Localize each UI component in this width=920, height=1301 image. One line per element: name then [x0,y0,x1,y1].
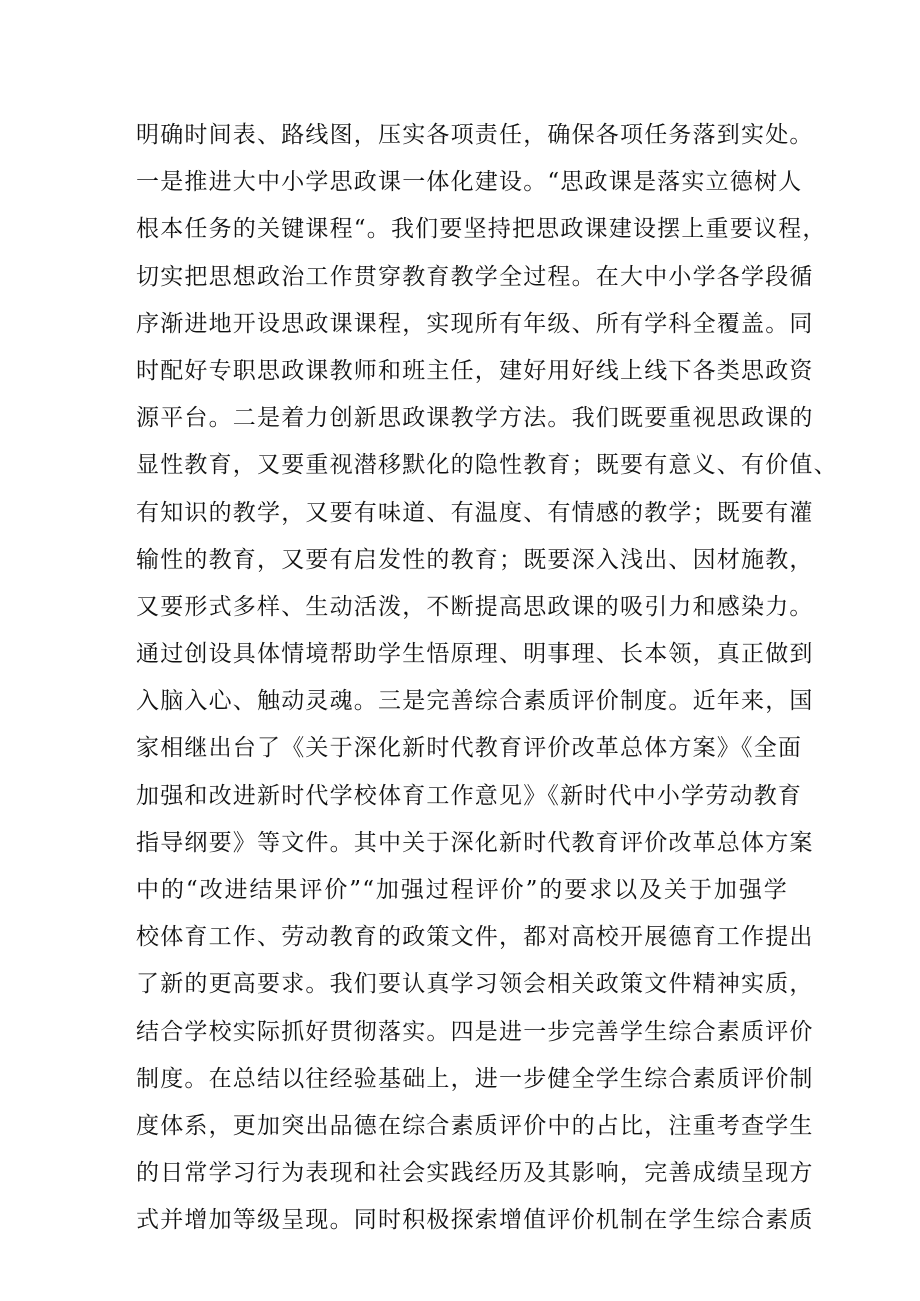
body-text [136,112,838,1245]
text-line: 制度。在总结以往经验基础上，进一步健全学生综合素质评价制 [136,1065,814,1092]
text-line: 指导纲要》等文件。其中关于深化新时代教育评价改革总体方案 [136,829,814,856]
text-line: 时配好专职思政课教师和班主任，建好用好线上线下各类思政资 [136,357,814,384]
text-line: 切实把思想政治工作贯穿教育教学全过程。在大中小学各学段循 [136,263,814,290]
text-line: 的日常学习行为表现和社会实践经历及其影响，完善成绩呈现方 [136,1160,814,1187]
text-line: 序渐进地开设思政课课程，实现所有年级、所有学科全覆盖。同 [136,310,814,337]
text-line: 度体系，更加突出品德在综合素质评价中的占比，注重考查学生 [136,1112,814,1139]
text-line: 又要形式多样、生动活泼，不断提高思政课的吸引力和感染力。 [136,593,814,620]
text-line: 输性的教育，又要有启发性的教育；既要深入浅出、因材施教， [136,546,814,573]
text-line: 入脑入心、触动灵魂。三是完善综合素质评价制度。近年来，国 [136,688,814,715]
text-line: 加强和改进新时代学校体育工作意见》《新时代中小学劳动教育 [136,782,803,809]
text-line: 校体育工作、劳动教育的政策文件，都对高校开展德育工作提出 [136,924,814,951]
text-line: 结合学校实际抓好贯彻落实。四是进一步完善学生综合素质评价 [136,1018,814,1045]
text-line: 式并增加等级呈现。同时积极探索增值评价机制在学生综合素质 [136,1207,814,1234]
text-line: 明确时间表、路线图，压实各项责任，确保各项任务落到实处。 [136,122,814,148]
text-line: 通过创设具体情境帮助学生悟原理、明事理、长本领，真正做到 [136,641,814,668]
text-line: 中的“改进结果评价”“加强过程评价”的要求以及关于加强学 [136,877,788,903]
text-line: 一是推进大中小学思政课一体化建设。“思政课是落实立德树人 [136,169,803,196]
text-line: 了新的更高要求。我们要认真学习领会相关政策文件精神实质， [136,971,814,998]
text-line: 源平台。二是着力创新思政课教学方法。我们既要重视思政课的 [136,405,814,432]
text-line: 根本任务的关键课程“。我们要坚持把思政课建设摆上重要议程， [136,216,827,243]
text-line: 有知识的教学，又要有味道、有温度、有情感的教学；既要有灌 [136,499,814,526]
text-line: 显性教育，又要重视潜移默化的隐性教育；既要有意义、有价值、 [136,452,838,479]
text-line: 家相继出台了《关于深化新时代教育评价改革总体方案》《全面 [136,735,803,762]
